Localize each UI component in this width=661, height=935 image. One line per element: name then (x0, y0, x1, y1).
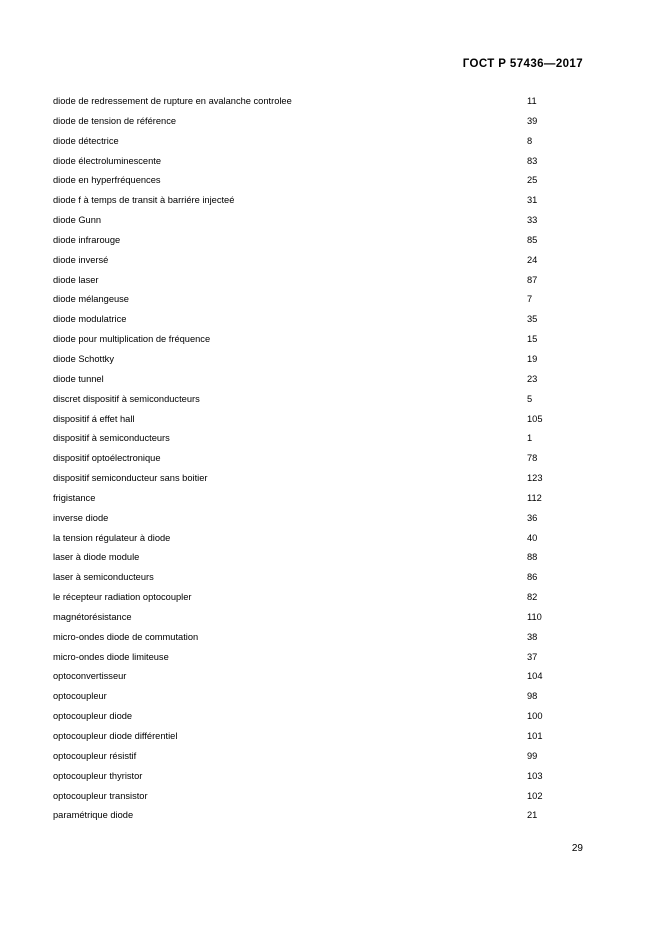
index-entry-term: inverse diode (53, 512, 109, 523)
index-entry-row (53, 175, 553, 195)
index-entry-page-number: 101 (527, 731, 543, 741)
index-entry-page-number: 112 (527, 492, 542, 503)
index-entry-row (53, 374, 553, 394)
index-entry-term: discret dispositif à semiconducteurs (53, 393, 200, 404)
index-entry-page-number: 103 (527, 770, 543, 781)
index-entry-page-number: 78 (527, 453, 538, 464)
index-entry-term: le récepteur radiation optocoupler (53, 592, 192, 603)
index-entry-term: dispositif á effet hall (53, 413, 135, 424)
index-entry-term: optocoupleur résistif (53, 750, 137, 761)
index-entry-term: micro-ondes diode de commutation (53, 631, 199, 642)
index-entry-row (53, 671, 553, 691)
index-entry-term: diode électroluminescente (53, 155, 162, 166)
index-entry-term: diode f à temps de transit à barriére injecteé (53, 195, 235, 206)
index-entry-term: dispositif à semiconducteurs (53, 433, 170, 444)
index-entry-term: diode laser (53, 274, 99, 285)
index-entry-page-number: 19 (527, 353, 538, 364)
index-entry-term: diode modulatrice (53, 314, 127, 325)
index-entry-page-number: 100 (527, 711, 543, 722)
index-entry-row (53, 751, 553, 771)
index-entry-row (53, 116, 553, 136)
index-entry-term: diode de redressement de rupture en avalanche controlee (53, 96, 292, 106)
index-entry-term: diode en hyperfréquences (53, 175, 161, 186)
index-entry-row (53, 275, 553, 295)
index-entry-row (53, 572, 553, 592)
index-entry-page-number: 87 (527, 274, 538, 285)
index-entry-term: optoconvertisseur (53, 671, 127, 682)
index-entry-term: diode inversé (53, 254, 109, 265)
index-entry-row (53, 592, 553, 612)
index-entry-term: optocoupleur diode différentiel (53, 731, 178, 741)
index-entry-row (53, 791, 553, 811)
index-entry-page-number: 104 (527, 671, 543, 682)
index-entry-page-number: 40 (527, 532, 538, 543)
index-entry-row (53, 334, 553, 354)
index-entry-row (53, 473, 553, 493)
index-entry-page-number: 35 (527, 314, 538, 325)
index-entry-term: diode pour multiplication de fréquence (53, 334, 211, 345)
index-entry-term: laser à diode module (53, 552, 140, 563)
index-entry-row (53, 195, 553, 215)
index-entry-row (53, 433, 553, 453)
index-entry-page-number: 8 (527, 135, 533, 146)
index-entry-row (53, 394, 553, 414)
index-entry-row (53, 453, 553, 473)
index-entry-row (53, 612, 553, 632)
index-entry-term: diode de tension de référence (53, 115, 177, 126)
index-entry-term: optocoupleur (53, 691, 107, 702)
index-entry-term: dispositif semiconducteur sans boitier (53, 473, 208, 484)
index-entry-row (53, 493, 553, 513)
index-entry-row (53, 731, 553, 751)
index-entry-term: diode mélangeuse (53, 294, 129, 305)
index-entry-row (53, 552, 553, 572)
index-entry-page-number: 105 (527, 413, 543, 424)
index-entry-row (53, 255, 553, 275)
index-entry-term: laser à semiconducteurs (53, 572, 154, 583)
index-entry-page-number: 38 (527, 631, 538, 642)
index-entry-row (53, 136, 553, 156)
index-entry-row (53, 235, 553, 255)
index-entry-list (53, 96, 553, 830)
index-entry-page-number: 5 (527, 393, 533, 404)
index-entry-term: diode infrarouge (53, 234, 121, 245)
index-entry-page-number: 7 (527, 294, 533, 305)
index-entry-term: optocoupleur diode (53, 711, 133, 722)
index-entry-page-number: 37 (527, 651, 538, 662)
index-entry-term: la tension régulateur à diode (53, 532, 171, 543)
index-entry-term: diode Schottky (53, 353, 114, 364)
index-entry-row (53, 156, 553, 176)
index-entry-page-number: 23 (527, 373, 538, 384)
index-entry-row (53, 810, 553, 830)
index-entry-page-number: 99 (527, 750, 538, 761)
index-entry-row (53, 513, 553, 533)
index-entry-row (53, 771, 553, 791)
footer-page-number: 29 (571, 843, 583, 854)
index-entry-term: optocoupleur transistor (53, 790, 148, 801)
index-entry-page-number: 15 (527, 334, 538, 345)
index-entry-term: paramétrique diode (53, 810, 134, 821)
page-header-standard-title: ГОСТ Р 57436—2017 (462, 58, 583, 70)
index-entry-page-number: 98 (527, 691, 538, 702)
index-entry-row (53, 632, 553, 652)
index-entry-page-number: 11 (527, 96, 537, 106)
index-entry-term: optocoupleur thyristor (53, 770, 143, 781)
index-entry-page-number: 102 (527, 790, 543, 801)
index-entry-row (53, 652, 553, 672)
index-entry-term: diode Gunn (53, 215, 102, 226)
index-entry-term: diode tunnel (53, 373, 104, 384)
index-entry-term: magnétorésistance (53, 611, 132, 622)
index-entry-page-number: 86 (527, 572, 538, 583)
index-entry-term: frigistance (53, 492, 96, 503)
index-entry-page-number: 33 (527, 215, 538, 226)
index-entry-page-number: 36 (527, 512, 538, 523)
index-entry-row (53, 294, 553, 314)
index-entry-page-number: 123 (527, 473, 543, 484)
index-entry-term: diode détectrice (53, 135, 119, 146)
index-entry-row (53, 533, 553, 553)
index-entry-page-number: 21 (527, 810, 538, 821)
index-entry-page-number: 1 (527, 433, 533, 444)
index-entry-row (53, 414, 553, 434)
index-entry-page-number: 39 (527, 115, 538, 126)
index-entry-page-number: 31 (527, 195, 538, 206)
index-entry-term: dispositif optoélectronique (53, 453, 161, 464)
index-entry-row (53, 314, 553, 334)
index-entry-page-number: 24 (527, 254, 538, 265)
index-entry-page-number: 83 (527, 155, 538, 166)
index-entry-row (53, 691, 553, 711)
index-entry-row (53, 354, 553, 374)
index-entry-row (53, 215, 553, 235)
index-entry-row (53, 711, 553, 731)
index-entry-term: micro-ondes diode limiteuse (53, 651, 169, 662)
index-entry-page-number: 82 (527, 592, 538, 603)
index-entry-page-number: 88 (527, 552, 538, 563)
index-entry-page-number: 110 (527, 611, 542, 622)
index-entry-page-number: 25 (527, 175, 538, 186)
index-entry-page-number: 85 (527, 234, 538, 245)
index-entry-row (53, 96, 553, 116)
